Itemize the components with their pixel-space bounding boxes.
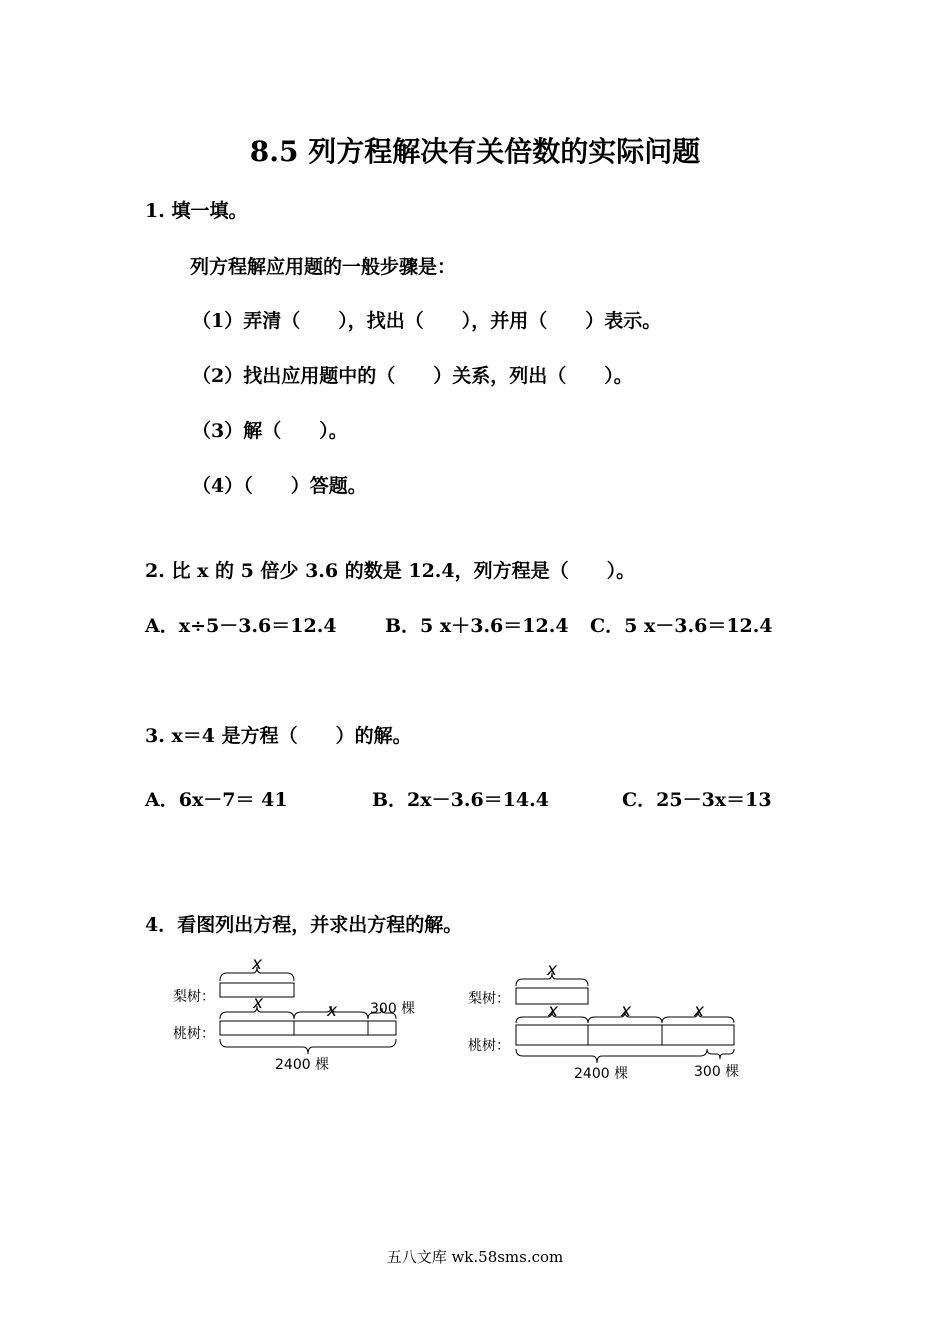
pear-label: 梨树： [468, 991, 510, 1007]
q3-option-b: B．2x－3.6＝14.4 [372, 789, 549, 811]
footer-watermark: 五八文库 wk.58sms.com [386, 1248, 564, 1266]
var-label: x [253, 993, 264, 1013]
var-label: x [252, 955, 263, 974]
var-label: x [548, 1001, 559, 1021]
var-label: x [327, 1001, 338, 1021]
q1-heading: 1. 填一填。 [145, 200, 248, 222]
q1-step-3: （3）解（ ）。 [192, 420, 348, 442]
q2-option-b: B．5 x＋3.6＝12.4 [385, 615, 569, 637]
var-label: x [621, 1001, 632, 1021]
q2-heading: 2. 比 x 的 5 倍少 3.6 的数是 12.4，列方程是（ ）。 [145, 560, 636, 582]
q1-intro: 列方程解应用题的一般步骤是： [190, 256, 457, 278]
q3-heading: 3. x＝4 是方程（ ）的解。 [145, 725, 412, 747]
q2-option-c: C．5 x－3.6＝12.4 [590, 615, 773, 637]
q1-step-1: （1）弄清（ ），找出（ ），并用（ ）表示。 [192, 310, 662, 332]
line-diagram-1 [165, 955, 445, 1080]
var-label: x [547, 960, 558, 980]
q3-option-a: A．6x－7＝ 41 [145, 789, 288, 811]
q3-option-c: C．25－3x＝13 [622, 789, 772, 811]
page-title: 8.5 列方程解决有关倍数的实际问题 [249, 135, 701, 168]
q2-option-a: A．x÷5－3.6＝12.4 [145, 615, 337, 637]
total-label: 2400 棵 [275, 1057, 330, 1073]
q1-step-4: （4）（ ）答题。 [192, 475, 367, 497]
extra-label: 300 棵 [370, 1001, 416, 1017]
var-label: x [694, 1001, 705, 1021]
extra-label: 300 棵 [694, 1064, 740, 1080]
pear-label: 梨树： [173, 989, 215, 1005]
peach-label: 桃树： [173, 1026, 215, 1042]
q1-step-2: （2）找出应用题中的（ ）关系，列出（ ）。 [192, 365, 633, 387]
line-diagram-2 [462, 960, 762, 1085]
peach-label: 桃树： [468, 1038, 510, 1054]
q4-heading: 4．看图列出方程，并求出方程的解。 [145, 914, 463, 936]
total-label: 2400 棵 [574, 1066, 629, 1082]
